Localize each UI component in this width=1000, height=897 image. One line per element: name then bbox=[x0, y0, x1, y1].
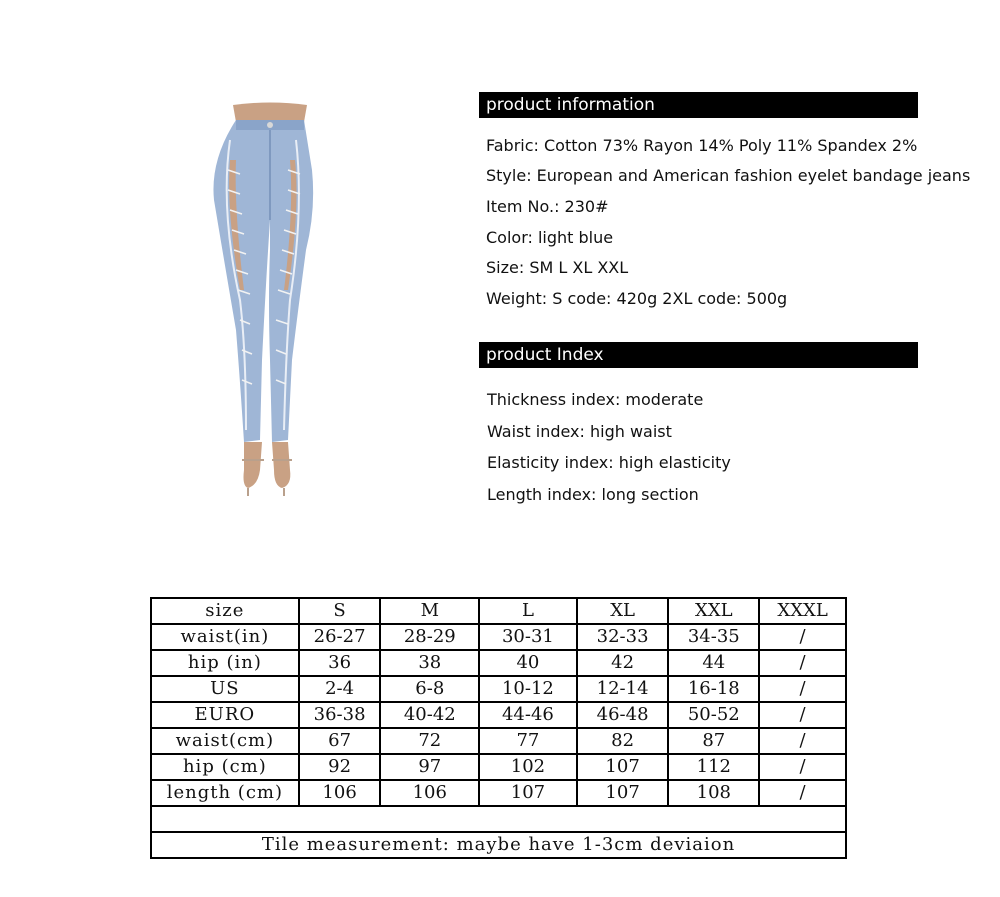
table-cell: 40 bbox=[479, 650, 577, 676]
table-cell: 72 bbox=[380, 728, 479, 754]
table-cell: 107 bbox=[577, 754, 669, 780]
index-waist: Waist index: high waist bbox=[487, 422, 672, 441]
table-cell: US bbox=[151, 676, 299, 702]
table-cell: 67 bbox=[299, 728, 381, 754]
table-header-row bbox=[151, 598, 846, 624]
table-cell: 30-31 bbox=[479, 624, 577, 650]
table-header-cell: size bbox=[151, 598, 299, 624]
table-cell: / bbox=[759, 780, 846, 806]
table-header-cell: XL bbox=[577, 598, 669, 624]
table-cell: 108 bbox=[668, 780, 759, 806]
table-cell: waist(in) bbox=[151, 624, 299, 650]
table-row bbox=[151, 780, 846, 806]
table-cell: 6-8 bbox=[380, 676, 479, 702]
index-elasticity: Elasticity index: high elasticity bbox=[487, 453, 731, 472]
table-cell: 112 bbox=[668, 754, 759, 780]
table-cell: 77 bbox=[479, 728, 577, 754]
table-cell: length (cm) bbox=[151, 780, 299, 806]
product-information-header: product information bbox=[479, 92, 918, 118]
table-cell: 38 bbox=[380, 650, 479, 676]
table-blank-cell bbox=[151, 806, 846, 832]
info-weight: Weight: S code: 420g 2XL code: 500g bbox=[486, 289, 788, 308]
table-cell: 42 bbox=[577, 650, 669, 676]
table-blank-row bbox=[151, 806, 846, 832]
product-image bbox=[200, 100, 340, 500]
table-cell: 106 bbox=[380, 780, 479, 806]
table-note-row bbox=[151, 832, 846, 858]
table-cell: 46-48 bbox=[577, 702, 669, 728]
table-cell: 12-14 bbox=[577, 676, 669, 702]
table-cell: 107 bbox=[577, 780, 669, 806]
index-length: Length index: long section bbox=[487, 485, 699, 504]
table-cell: 82 bbox=[577, 728, 669, 754]
table-cell: / bbox=[759, 676, 846, 702]
table-cell: / bbox=[759, 650, 846, 676]
table-cell: 50-52 bbox=[668, 702, 759, 728]
table-cell: 2-4 bbox=[299, 676, 381, 702]
table-cell: 44-46 bbox=[479, 702, 577, 728]
table-cell: hip (in) bbox=[151, 650, 299, 676]
table-cell: 87 bbox=[668, 728, 759, 754]
table-row bbox=[151, 676, 846, 702]
info-style: Style: European and American fashion eyelet bandage jeans bbox=[486, 166, 971, 185]
table-cell: 44 bbox=[668, 650, 759, 676]
table-cell: / bbox=[759, 728, 846, 754]
table-cell: 36 bbox=[299, 650, 381, 676]
table-cell: 107 bbox=[479, 780, 577, 806]
measurement-note: Tile measurement: maybe have 1-3cm deviaion bbox=[151, 832, 846, 858]
info-size: Size: SM L XL XXL bbox=[486, 258, 629, 277]
table-header-cell: L bbox=[479, 598, 577, 624]
table-cell: / bbox=[759, 624, 846, 650]
table-cell: / bbox=[759, 702, 846, 728]
table-cell: 34-35 bbox=[668, 624, 759, 650]
table-cell: 36-38 bbox=[299, 702, 381, 728]
table-cell: waist(cm) bbox=[151, 728, 299, 754]
table-header-cell: S bbox=[299, 598, 381, 624]
table-cell: / bbox=[759, 754, 846, 780]
table-row bbox=[151, 702, 846, 728]
table-header-cell: XXXL bbox=[759, 598, 846, 624]
table-header-cell: XXL bbox=[668, 598, 759, 624]
table-cell: 32-33 bbox=[577, 624, 669, 650]
info-color: Color: light blue bbox=[486, 228, 614, 247]
table-cell: 92 bbox=[299, 754, 381, 780]
table-header-cell: M bbox=[380, 598, 479, 624]
table-row bbox=[151, 650, 846, 676]
table-cell: 16-18 bbox=[668, 676, 759, 702]
table-cell: 102 bbox=[479, 754, 577, 780]
table-cell: 28-29 bbox=[380, 624, 479, 650]
product-index-header: product Index bbox=[479, 342, 918, 368]
table-cell: hip (cm) bbox=[151, 754, 299, 780]
info-item-no: Item No.: 230# bbox=[486, 197, 609, 216]
table-row bbox=[151, 728, 846, 754]
table-row bbox=[151, 624, 846, 650]
index-thickness: Thickness index: moderate bbox=[487, 390, 704, 409]
info-fabric: Fabric: Cotton 73% Rayon 14% Poly 11% Spandex 2% bbox=[486, 136, 918, 155]
table-cell: 106 bbox=[299, 780, 381, 806]
table-cell: EURO bbox=[151, 702, 299, 728]
table-row bbox=[151, 754, 846, 780]
size-chart-table bbox=[150, 597, 847, 859]
table-cell: 10-12 bbox=[479, 676, 577, 702]
table-cell: 26-27 bbox=[299, 624, 381, 650]
table-cell: 40-42 bbox=[380, 702, 479, 728]
table-cell: 97 bbox=[380, 754, 479, 780]
